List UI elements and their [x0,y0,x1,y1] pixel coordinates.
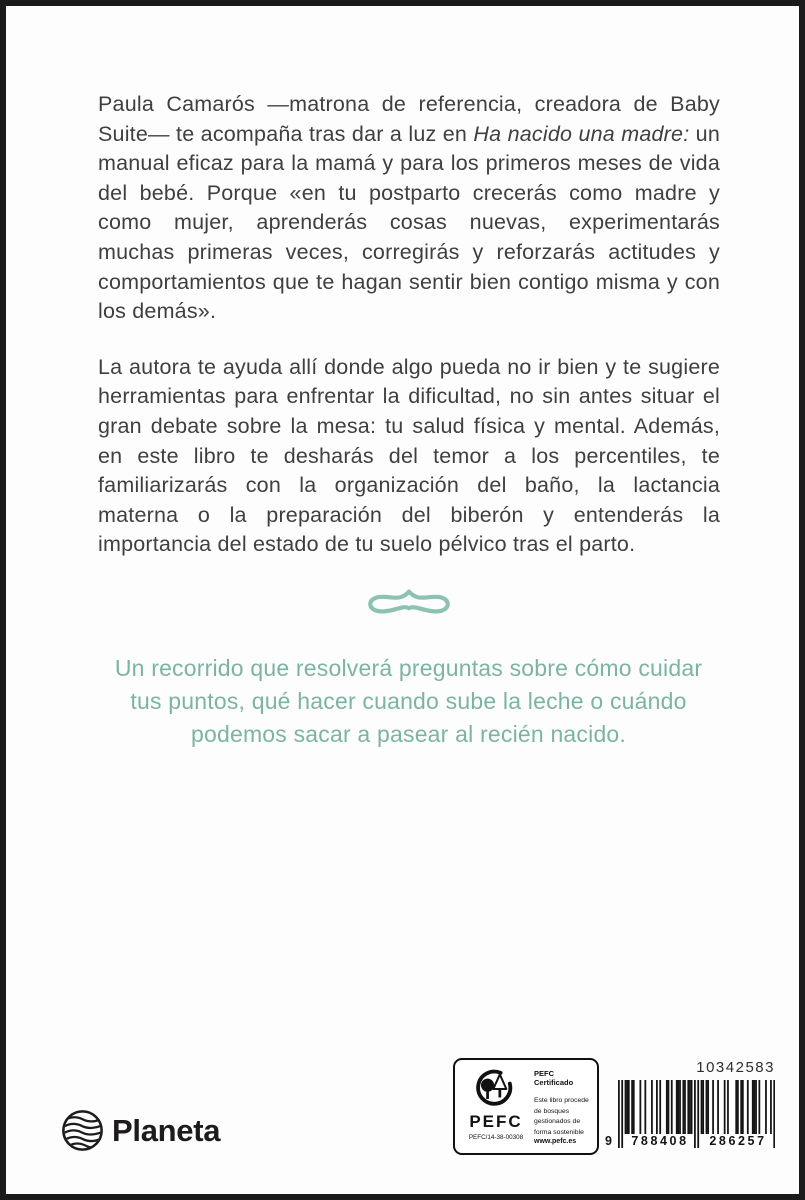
publisher-logo [60,1107,220,1154]
ean-number-row [605,1133,775,1148]
synopsis-p1-lead: Paula Camarós —matrona de referencia, creadora de Baby Suite— te acompaña tras dar a luz en [98,92,720,146]
infinity-ornament-icon [6,584,805,618]
ean-first-digit: 9 [605,1134,612,1148]
pefc-url: www.pefc.es [534,1138,577,1146]
synopsis-text [98,90,720,586]
pefc-cert-code: PEFC/14-38-00308 [468,1134,524,1141]
pefc-trees-icon [473,1067,519,1111]
synopsis-p1-rest: un manual eficaz para la mamá y para los primeros meses de vida del bebé. Porque «en tu postparto crecerás como madre y como mujer, aprenderás cosas nuevas, experimentarás muchas primeras veces, corregirás y reforzarás actitudes y comportamientos que te hagan sentir bien contigo misma y con los demás». [98,121,721,324]
synopsis-paragraph-1 [98,90,720,327]
ean-group-1: 788408 [624,1134,694,1148]
barcode [605,1059,775,1160]
book-title-italic: Ha nacido una madre: [473,121,690,146]
pefc-title: PEFC Certificado [534,1069,574,1087]
pefc-statement: Este libro procede de bosques gestionados de forma sostenible [534,1097,589,1136]
synopsis-paragraph-2: La autora te ayuda allí donde algo pueda no ir bien y te sugiere herramientas para enfrentar la dificultad, no sin antes situar el gran debate sobre la mesa: tu salud física y mental. Además, en este libro te desharás del temor a los percentiles, te familiarizarás con la organización del baño, la lactancia materna o la preparación del biberón y entenderás la importancia del estado de tu suelo pélvico tras el parto. [98,354,720,557]
pefc-certification-label [453,1058,599,1155]
highlight-quote: Un recorrido que resolverá preguntas sobre cómo cuidar tus puntos, qué hacer cuando sube la leche o cuándo podemos sacar a pasear al recién nacido. [114,655,703,747]
planeta-globe-icon [60,1108,105,1153]
ean-group-2: 286257 [702,1134,772,1148]
pefc-acronym: PEFC [469,1112,523,1131]
sku-number: 10342583 [696,1059,775,1076]
publisher-name: Planeta [112,1112,221,1148]
